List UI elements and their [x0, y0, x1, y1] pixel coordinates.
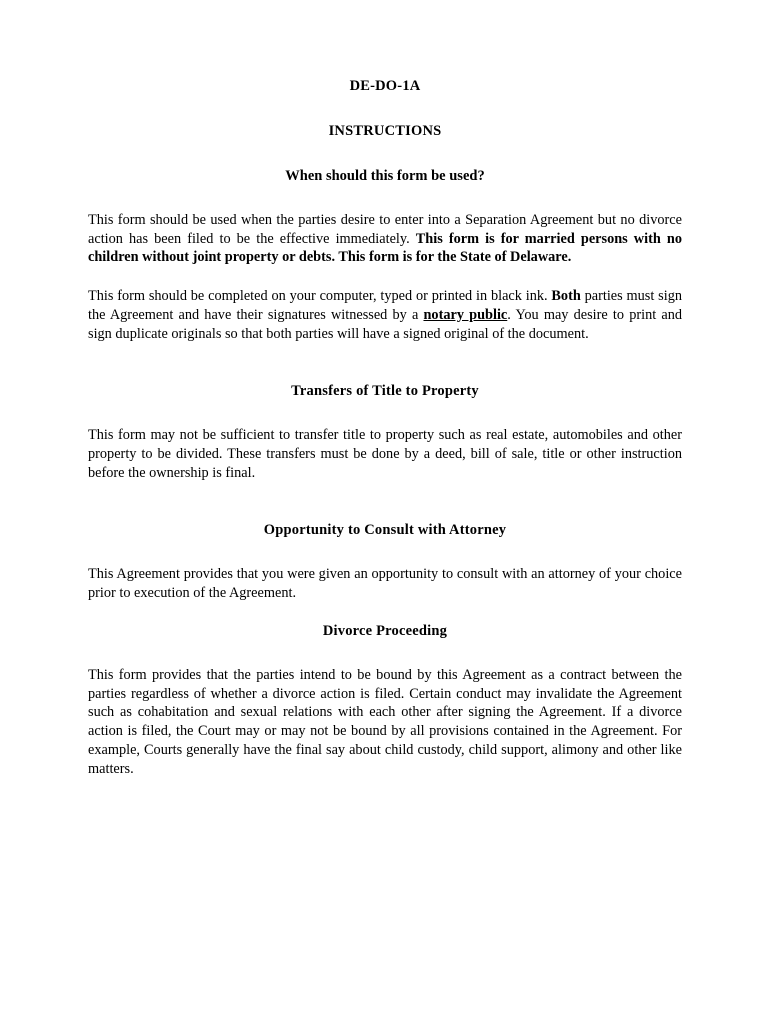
paragraph-form-usage-text: This form should be used when the parties desire to enter into a Separation Agreement but no divorce action has been filed to be the effective immediately.: [88, 212, 682, 247]
completion-emphasis-both: Both: [551, 288, 581, 305]
document-title: INSTRUCTIONS: [328, 123, 442, 139]
section-heading-transfers-of-title: Transfers of Title to Property: [291, 383, 479, 400]
section-heading-when-used: When should this form be used?: [285, 168, 485, 184]
paragraph-transfers-of-title: This form may not be sufficient to transfer title to property such as real estate, automobiles and other property to be divided. These transfers must be done by a deed, bill of sale, title or other instruction before the ownership is final.: [88, 427, 682, 481]
paragraph-completion-instructions: [88, 287, 682, 343]
completion-emphasis-notary-public: notary public: [423, 306, 508, 323]
section-heading-consult-attorney: Opportunity to Consult with Attorney: [263, 522, 507, 539]
paragraph-form-usage: [88, 211, 682, 267]
document-code: DE-DO-1A: [349, 78, 421, 94]
completion-text-lead: This form should be completed on your computer, typed or printed in black ink.: [88, 288, 552, 305]
paragraph-divorce-proceeding: This form provides that the parties intend to be bound by this Agreement as a contract between the parties regardless of whether a divorce action is filed. Certain conduct may invalidate the Agreement such as cohabitation and sexual relations with each other after signing the Agreement. If a divorce action is filed, the Court may or may not be bound by all provisions contained in the Agreement. For example, Courts generally have the final say about child custody, child support, alimony and other like matters.: [88, 666, 682, 777]
completion-text-tail: . You may desire to print and sign duplicate originals so that both parties will have a signed original of the document.: [88, 306, 682, 342]
paragraph-consult-attorney: This Agreement provides that you were given an opportunity to consult with an attorney of your choice prior to execution of the Agreement.: [88, 566, 682, 602]
completion-text-middle: parties must sign the Agreement and have their signatures witnessed by a: [88, 288, 682, 323]
paragraph-form-usage-emphasis: This form is for married persons with no children without joint property or debts. This form is for the State of Delaware.: [88, 230, 682, 266]
section-heading-divorce-proceeding: Divorce Proceeding: [322, 622, 448, 639]
